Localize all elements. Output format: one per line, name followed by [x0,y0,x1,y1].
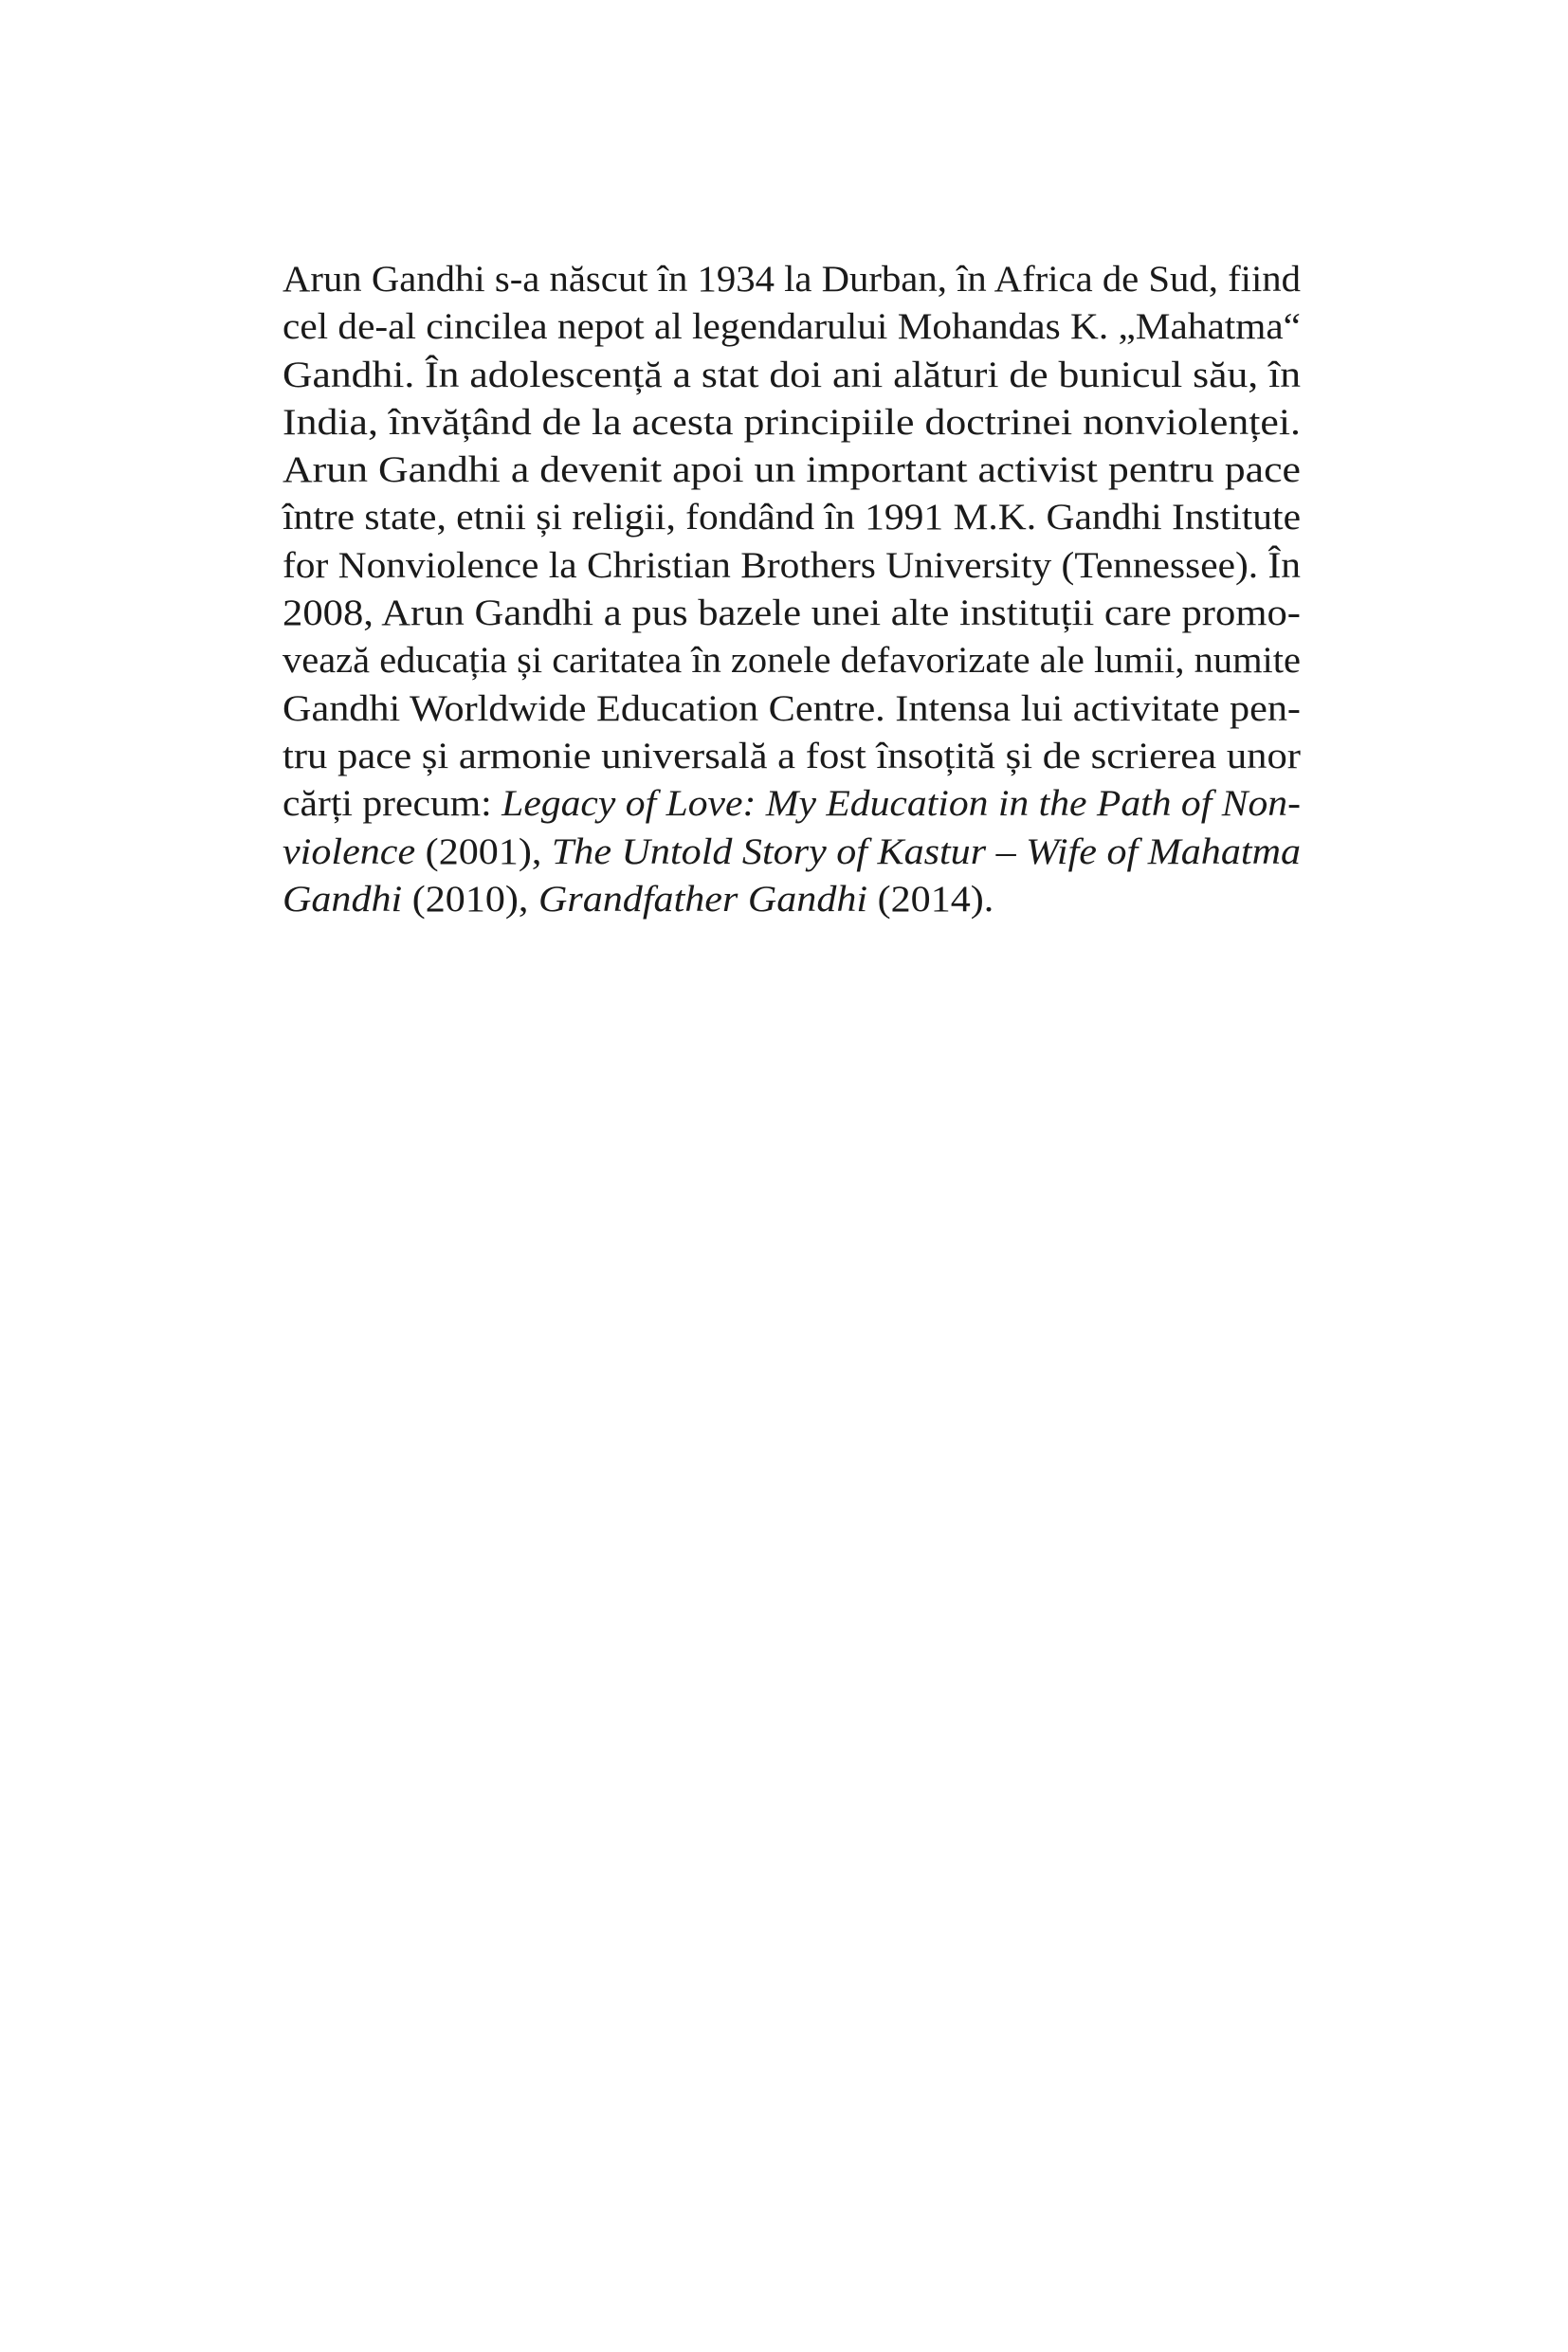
text-line [283,256,1301,303]
book-title: Gandhi [283,878,403,920]
text-segment: vează educația și caritatea în zonele defavorizate ale lumii, numite [283,640,1301,682]
text-line-content [283,542,1301,590]
text-line-content [283,399,1301,447]
text-segment: Arun Gandhi a devenit apoi un important activist pentru pace [283,449,1301,491]
text-line-content [283,590,1301,637]
text-line [283,637,1301,684]
text-line-content [283,494,1301,541]
text-segment: Gandhi. În adolescență a stat doi ani alături de bunicul său, în [283,354,1301,395]
text-segment: India, învățând de la acesta principiile doctrinei nonviolenței. [283,401,1301,443]
text-segment: 2008, Arun Gandhi a pus bazele unei alte instituții care promo- [283,593,1301,634]
text-line-content [283,685,1301,733]
text-line-content [283,303,1301,351]
text-segment: (2014). [867,878,994,920]
text-segment: (2001), [415,830,552,872]
text-line [283,352,1301,399]
author-bio-paragraph [283,256,1301,923]
text-line [283,829,1301,876]
text-segment: for Nonviolence la Christian Brothers University (Tennessee). În [283,544,1301,586]
text-line [283,494,1301,541]
text-line [283,590,1301,637]
text-line [283,733,1301,780]
text-line-content [283,876,994,923]
text-line-content [283,352,1301,399]
text-segment: între state, etnii și religii, fondând în 1991 M.K. Gandhi Institute [283,497,1301,538]
text-segment: tru pace și armonie universală a fost însoțită și de scrierea unor [283,735,1301,776]
text-line-content [283,637,1301,684]
book-title: The Untold Story of Kastur – Wife of Mahatma [551,830,1301,872]
text-line [283,876,1301,923]
text-segment: Arun Gandhi s-a născut în 1934 la Durban, în Africa de Sud, fiind [283,259,1301,300]
text-line [283,780,1301,828]
text-line-content [283,780,1301,828]
text-segment: Gandhi Worldwide Education Centre. Intensa lui activitate pen- [283,687,1301,729]
text-segment: (2010), [402,878,538,920]
text-line-content [283,256,1301,303]
text-line-content [283,829,1301,876]
text-line-content [283,733,1301,780]
text-segment: cărți precum: [283,783,502,825]
text-line [283,447,1301,494]
text-segment: cel de-al cincilea nepot al legendarului Mohandas K. „Mahatma“ [283,306,1301,348]
text-line [283,303,1301,351]
text-line [283,685,1301,733]
book-title: Grandfather Gandhi [538,878,868,920]
book-title: violence [283,830,416,872]
text-line [283,542,1301,590]
text-line [283,399,1301,447]
book-title: Legacy of Love: My Education in the Path of Non- [501,783,1301,825]
text-line-content [283,447,1301,494]
